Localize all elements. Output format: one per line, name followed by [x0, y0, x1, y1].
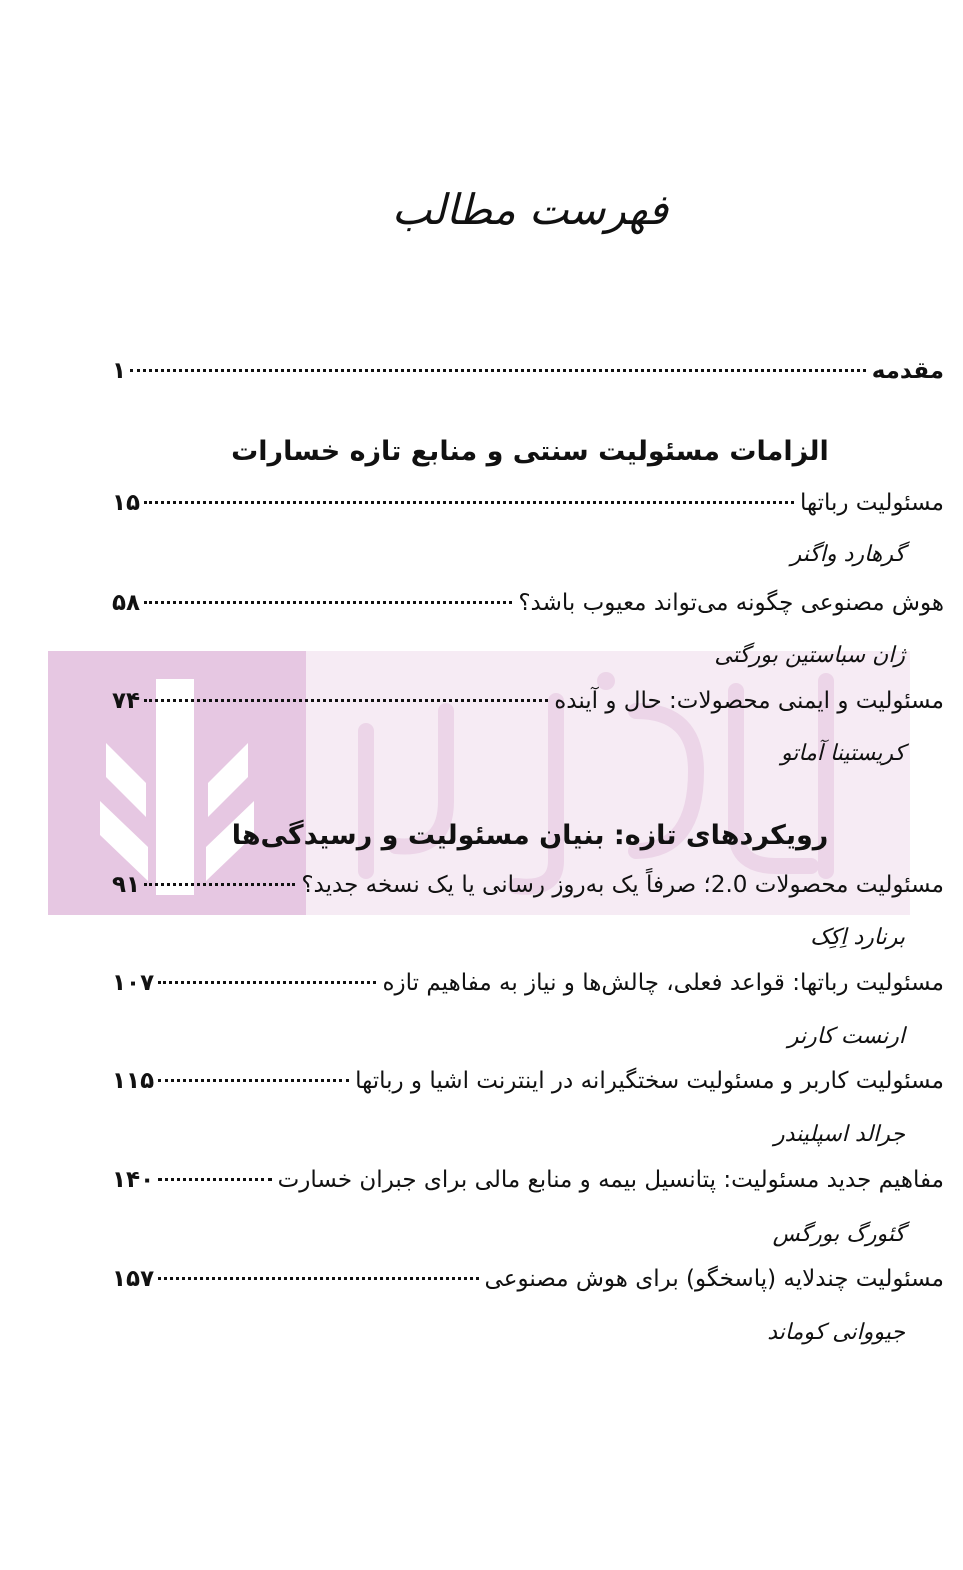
dot-leader [130, 369, 866, 372]
toc-entry-title: مسئولیت چندلایه (پاسخگو) برای هوش مصنوعی [484, 1266, 944, 1292]
toc-entry-title: مسئولیت رباتها [799, 490, 944, 516]
toc-entry-page: ۱۵ [112, 490, 141, 516]
toc-entry-intro[interactable] [112, 358, 944, 398]
section-heading: الزامات مسئولیت سنتی و منابع تازه خسارات [231, 436, 829, 467]
toc-entry-page: ۵۸ [112, 590, 141, 616]
toc-entry[interactable] [112, 1068, 944, 1108]
toc-entry[interactable] [112, 490, 944, 530]
toc-entry-author: جیووانی کوماند [767, 1320, 905, 1345]
toc-entry-page: ۱۱۵ [112, 1068, 155, 1094]
toc-entry-page: ۱۴۰ [112, 1167, 155, 1193]
toc-entry-author: کریستینا آماتو [780, 741, 905, 766]
toc-entry[interactable] [112, 688, 944, 728]
toc-entry-author: ژان سباستین بورگتی [714, 643, 905, 668]
toc-entry[interactable] [112, 872, 944, 912]
toc-entry-title: مسئولیت کاربر و مسئولیت سختگیرانه در اینترنت اشیا و رباتها [355, 1068, 944, 1094]
toc-entry[interactable] [112, 590, 944, 630]
toc-entry-title: مقدمه [871, 358, 944, 384]
toc-entry-page: ۹۱ [112, 872, 141, 898]
toc-entry-title: هوش مصنوعی چگونه می‌تواند معیوب باشد؟ [518, 590, 944, 616]
toc-entry-author: گرهارد واگنر [790, 542, 905, 567]
toc-entry-title: مسئولیت رباتها: قواعد فعلی، چالش‌ها و نیاز به مفاهیم تازه [382, 970, 944, 996]
toc-entry[interactable] [112, 1266, 944, 1306]
toc-entry-author: ارنست کارنر [787, 1024, 905, 1049]
toc-entry-title: مفاهیم جدید مسئولیت: پتانسیل بیمه و منابع مالی برای جبران خسارت [277, 1167, 944, 1193]
toc-entry-page: ۱۰۷ [112, 970, 155, 996]
dot-leader [158, 1178, 271, 1181]
dot-leader [144, 699, 548, 702]
dot-leader [144, 601, 512, 604]
toc-entry-page: ۷۴ [112, 688, 141, 714]
toc-entry[interactable] [112, 1167, 944, 1207]
toc-entry-title: مسئولیت محصولات 2.0؛ صرفاً یک به‌روز رسانی یا یک نسخه جدید؟ [301, 872, 944, 898]
toc-entry-author: برنارد اِکِک [810, 925, 905, 950]
dot-leader [158, 981, 376, 984]
toc-entry-author: جرالد اسپلیندر [773, 1122, 905, 1147]
section-heading: رویکردهای تازه: بنیان مسئولیت و رسیدگی‌ها [231, 820, 829, 851]
toc-entry-page: ۱ [112, 358, 127, 384]
toc-entry[interactable] [112, 970, 944, 1010]
dot-leader [144, 501, 794, 504]
dot-leader [144, 883, 295, 886]
toc-entry-author: گئورگ بورگس [772, 1222, 905, 1247]
dot-leader [158, 1277, 478, 1280]
dot-leader [158, 1079, 349, 1082]
toc-entry-page: ۱۵۷ [112, 1266, 155, 1292]
page-title: فهرست مطالب [391, 185, 669, 234]
toc-entry-title: مسئولیت و ایمنی محصولات: حال و آینده [554, 688, 944, 714]
